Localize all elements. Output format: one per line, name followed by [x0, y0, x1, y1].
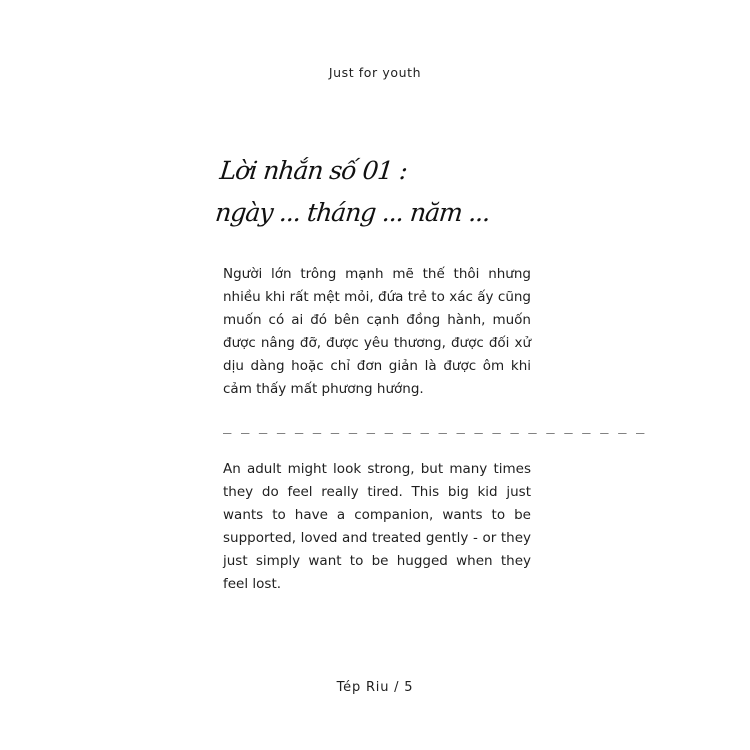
page-footer: Tép Riu / 5 [336, 680, 414, 695]
dashed-divider: _ _ _ _ _ _ _ _ _ _ _ _ _ _ _ _ _ _ _ _ _ _ _ _ [223, 418, 645, 434]
note-title-line-2: ngày ... tháng ... năm ... [213, 198, 492, 227]
running-header: Just for youth [328, 65, 422, 80]
english-paragraph: An adult might look strong, but many times they do feel really tired. This big kid just wants to have a companion, wants to be supported, loved and treated gently - or they just simply want to be hugged when they feel lost. [223, 461, 531, 592]
note-title [213, 150, 496, 234]
vietnamese-paragraph: Người lớn trông mạnh mẽ thế thôi nhưng nhiều khi rất mệt mỏi, đứa trẻ to xác ấy cũng muốn có ai đó bên cạnh đồng hành, muốn được nâng đỡ, được yêu thương, được đối xử dịu dàng hoặc chỉ đơn giản là được ôm khi cảm thấy mất phương hướng. [223, 266, 531, 397]
note-title-line-1: Lời nhắn số 01 : [218, 156, 409, 185]
